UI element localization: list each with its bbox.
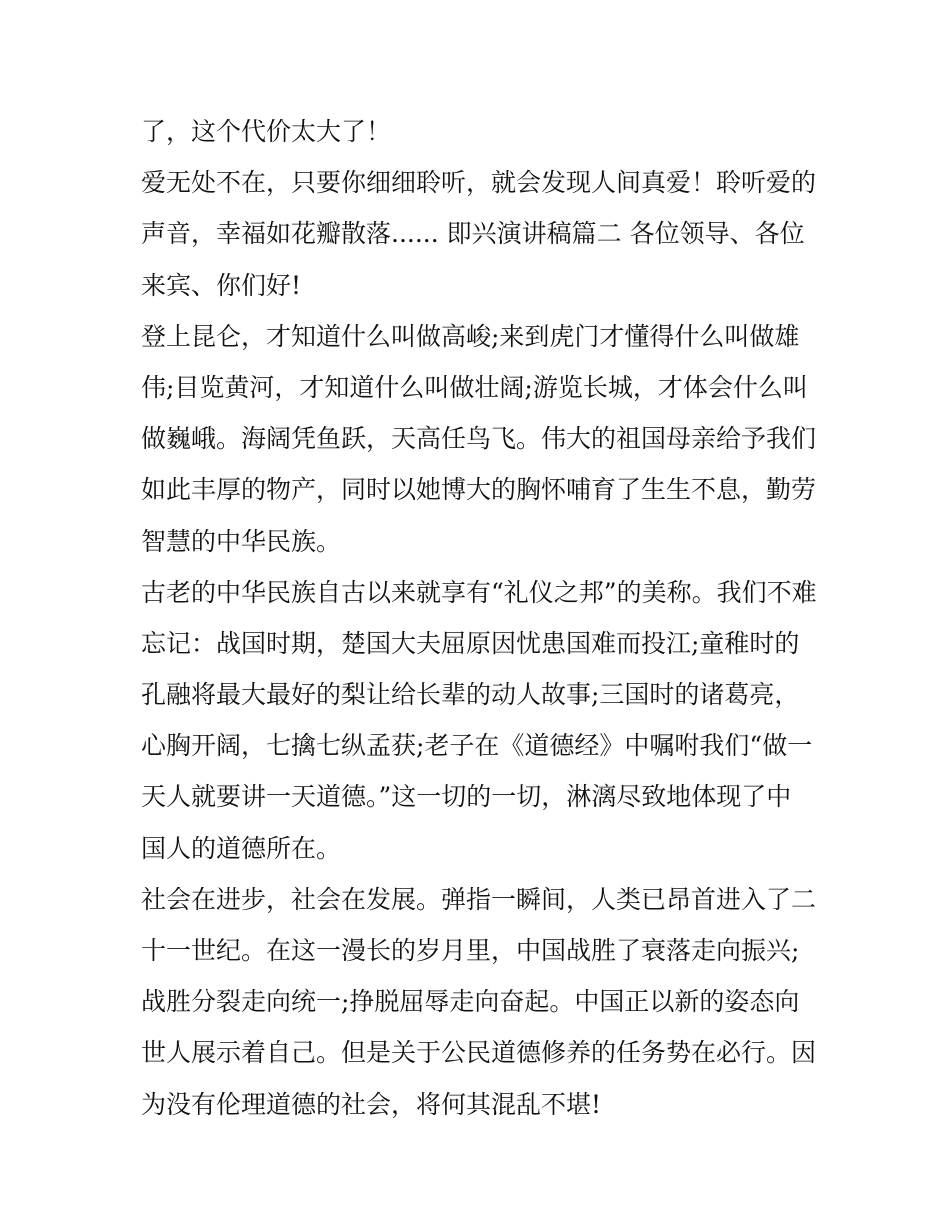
text-line: 国人的道德所在。 [141, 833, 342, 863]
text-line: 忘记：战国时期，楚国大夫屈原因忧患国难而投江;童稚时的 [141, 628, 800, 658]
text-line: 登上昆仑，才知道什么叫做高峻;来到虎门才懂得什么叫做雄 [141, 321, 800, 351]
text-line: 战胜分裂走向统一;挣脱屈辱走向奋起。中国正以新的姿态向 [141, 987, 800, 1017]
text-line: 心胸开阔，七擒七纵孟获;老子在《道德经》中嘱咐我们“做一 [141, 731, 813, 761]
text-line: 来宾、你们好! [141, 270, 302, 300]
text-line: 孔融将最大最好的梨让给长辈的动人故事;三国时的诸葛亮， [141, 680, 800, 710]
text-line: 智慧的中华民族。 [141, 526, 342, 556]
text-line: 做巍峨。海阔凭鱼跃，天高任鸟飞。伟大的祖国母亲给予我们 [141, 424, 817, 454]
text-line: 社会在进步，社会在发展。弹指一瞬间，人类已昂首进入了二 [141, 884, 817, 914]
text-line: 如此丰厚的物产，同时以她博大的胸怀哺育了生生不息，勤劳 [141, 475, 817, 505]
text-line: 声音，幸福如花瓣散落...... 即兴演讲稿篇二 各位领导、各位 [141, 219, 805, 249]
text-line: 伟;目览黄河，才知道什么叫做壮阔;游览长城，才体会什么叫 [141, 372, 808, 402]
text-line: 古老的中华民族自古以来就享有“礼仪之邦”的美称。我们不难 [141, 577, 817, 607]
text-line: 为没有伦理道德的社会，将何其混乱不堪! [141, 1089, 602, 1119]
text-line: 十一世纪。在这一漫长的岁月里，中国战胜了衰落走向振兴; [141, 936, 800, 965]
text-line: 世人展示着自己。但是关于公民道德修养的任务势在必行。因 [141, 1038, 817, 1068]
text-line: 爱无处不在，只要你细细聆听，就会发现人间真爱！聆听爱的 [141, 168, 817, 198]
text-line: 天人就要讲一天道德。”这一切的一切，淋漓尽致地体现了中 [141, 782, 792, 812]
document-body [141, 106, 821, 1130]
text-line: 了，这个代价太大了！ [141, 117, 392, 146]
